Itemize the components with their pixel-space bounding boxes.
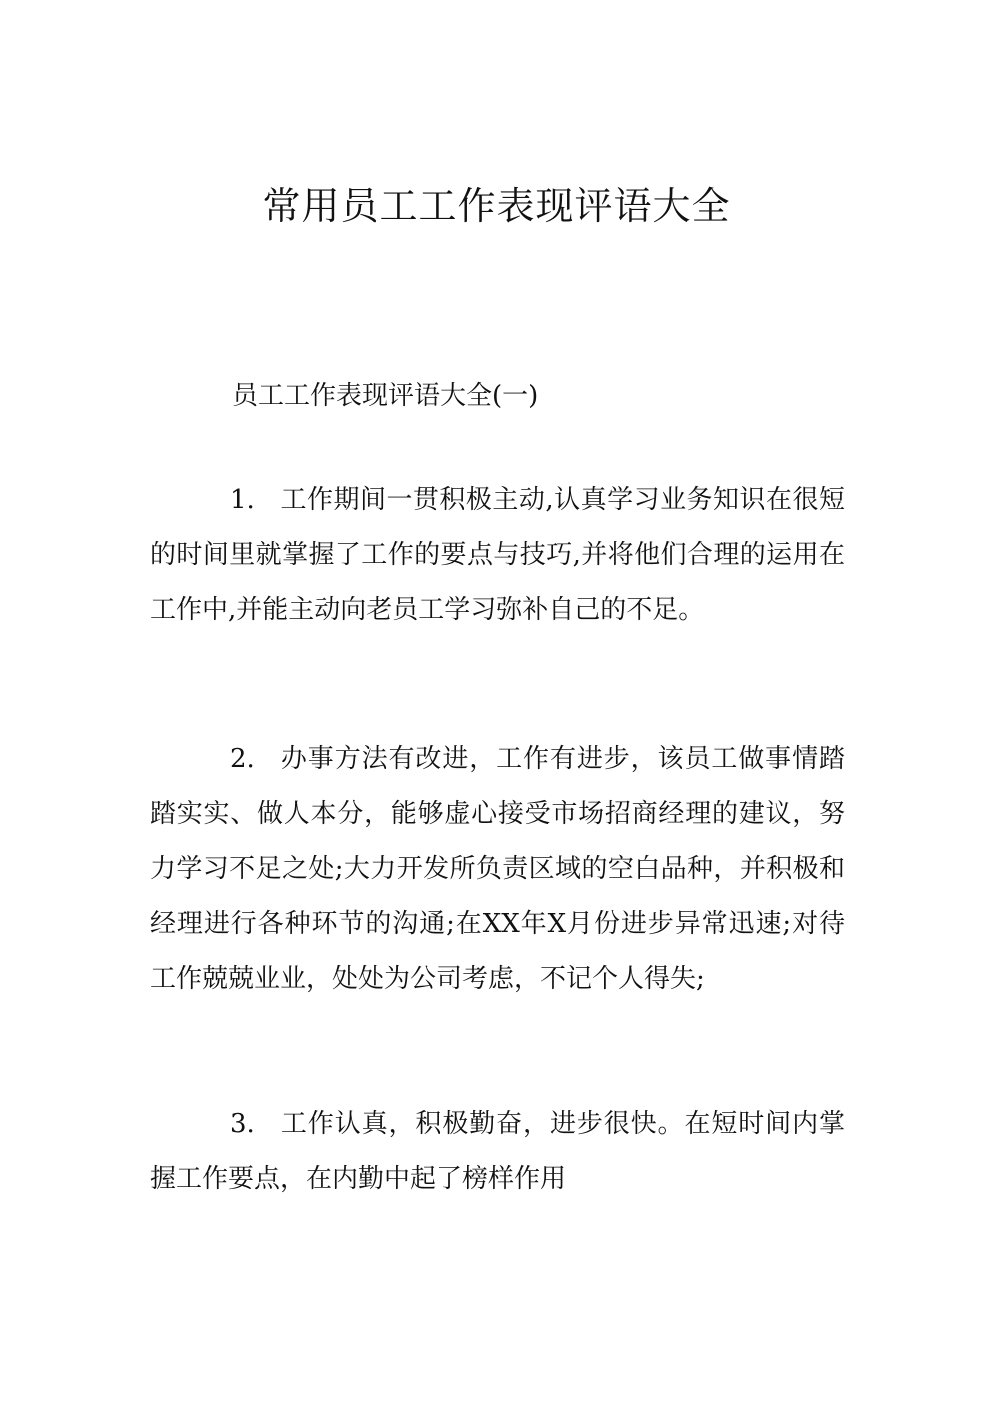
list-item (150, 1097, 845, 1207)
list-item-number: 1. (230, 485, 255, 515)
list-item-number: 2. (230, 744, 255, 774)
list-item-text: 办事方法有改进，工作有进步，该员工做事情踏踏实实、做人本分，能够虚心接受市场招商经理的建议，努力学习不足之处;大力开发所负责区域的空白品种，并积极和经理进行各种环节的沟通;在XX年X月份进步异常迅速;对待工作兢兢业业，处处为公司考虑，不记个人得失; (150, 744, 845, 994)
list-item (150, 473, 845, 638)
section-heading: 员工工作表现评语大全(一) (232, 381, 539, 411)
document-title: 常用员工工作表现评语大全 (262, 184, 731, 228)
list-item-text: 工作期间一贯积极主动,认真学习业务知识在很短的时间里就掌握了工作的要点与技巧,并将他们合理的运用在工作中,并能主动向老员工学习弥补自己的不足。 (150, 485, 845, 625)
list-item-number: 3. (230, 1109, 255, 1139)
list-item (150, 732, 845, 1007)
list-item-text: 工作认真，积极勤奋，进步很快。在短时间内掌握工作要点，在内勤中起了榜样作用 (150, 1109, 845, 1194)
